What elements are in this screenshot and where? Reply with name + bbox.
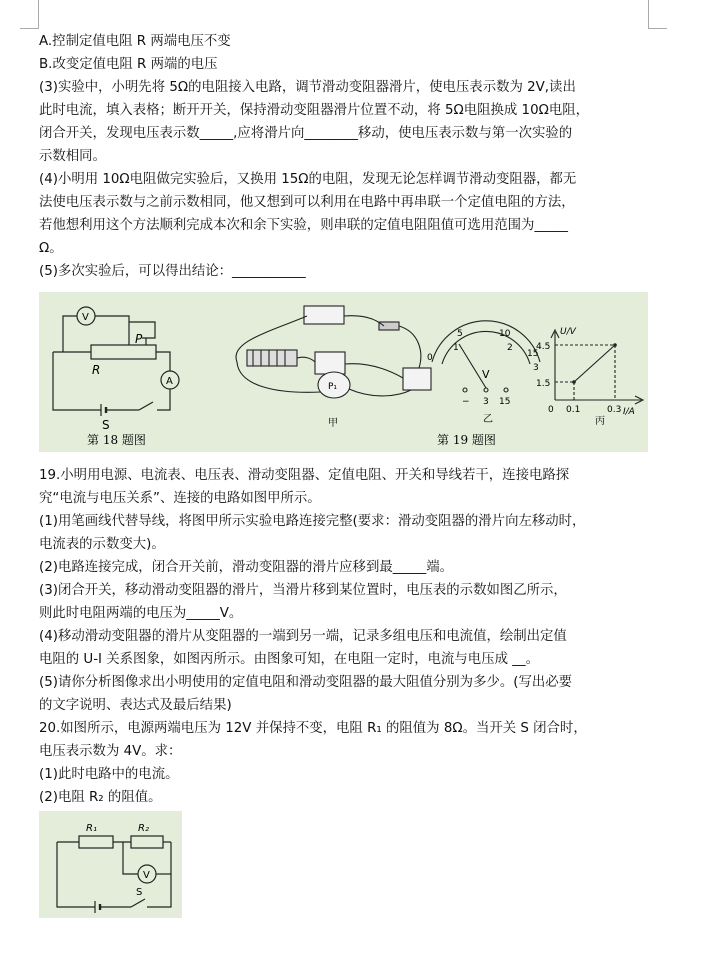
q19-2-line: (2)电路连接完成，闭合开关前，滑动变阻器的滑片应移到最_____端。: [39, 560, 453, 575]
graph-xtick-0.3: 0.3: [607, 405, 622, 415]
q20-2-line: (2)电阻 R₂ 的阻值。: [39, 790, 162, 805]
fig18-label-p: P: [135, 332, 143, 346]
q18-4-line3: 若他想利用这个方法顺利完成本次和余下实验，则串联的定值电阻阻值可选用范围为_____: [39, 218, 568, 233]
option-a: A.控制定值电阻 R 两端电压不变: [39, 34, 231, 49]
q19-3-line1: (3)闭合开关，移动滑动变阻器的滑片，当滑片移到某位置时，电压表的示数如图乙所示，: [39, 583, 567, 598]
meter-terminal-15: 15: [499, 397, 511, 407]
fig19-sub-yi: 乙: [483, 414, 493, 425]
q19-4-line2: 电阻的 U-I 关系图象，如图丙所示。由图象可知，在电阻一定时，电流与电压成 __。: [39, 652, 540, 667]
q19-5-line1: (5)请你分析图像求出小明使用的定值电阻和滑动变阻器的最大阻值分别为多少。(写出必要: [39, 675, 573, 690]
graph-origin: 0: [548, 405, 554, 415]
q19-4-line1: (4)移动滑动变阻器的滑片从变阻器的一端到另一端，记录多组电压和电流值，绘制出定值: [39, 629, 567, 644]
meter-bottom-1: 1: [453, 343, 459, 353]
q18-4-line4: Ω。: [39, 241, 63, 256]
fig18-label-s: S: [102, 418, 110, 432]
crop-mark-top-left: [20, 0, 39, 29]
fig18-caption: 第 18 题图: [87, 433, 146, 447]
fig18-voltmeter-label: V: [82, 312, 89, 323]
q19-1-line1: (1)用笔画线代替导线，将图甲所示实验电路连接完整(要求：滑动变阻器的滑片向左移动时，: [39, 514, 586, 529]
q18-4-line2: 法使电压表示数与之前示数相同，他又想到可以利用在电路中再串联一个定值电阻的方法，: [39, 195, 575, 210]
meter-terminal-3: 3: [483, 397, 489, 407]
figure-panel-svg: [39, 292, 648, 452]
meter-bottom-2: 2: [507, 343, 513, 353]
q18-3-line4: 示数相同。: [39, 149, 106, 164]
graph-ylabel: U/V: [560, 327, 576, 337]
fig19-device-label: P₁: [328, 382, 338, 392]
q19-1-line2: 电流表的示数变大)。: [39, 537, 165, 552]
circuit-20-svg: [39, 811, 182, 918]
circuit20-label-r1: R₁: [86, 823, 97, 834]
option-b: B.改变定值电阻 R 两端的电压: [39, 57, 218, 72]
q18-3-line3: 闭合开关，发现电压表示数_____,应将滑片向________移动，使电压表示数与第一次实验的: [39, 126, 573, 141]
graph-ytick-4.5: 4.5: [536, 342, 551, 352]
fig18-ammeter-label: A: [166, 376, 173, 387]
figure-panel: [39, 292, 648, 452]
circuit20-label-r2: R₂: [138, 823, 149, 834]
graph-xtick-0.1: 0.1: [566, 405, 581, 415]
q18-3-line2: 此时电流，填入表格；断开开关，保持滑动变阻器滑片位置不动，将 5Ω电阻换成 10Ω电阻，: [39, 103, 589, 118]
q20-line1: 20.如图所示，电源两端电压为 12V 并保持不变，电阻 R₁ 的阻值为 8Ω。当开关 S 闭合时，: [39, 721, 587, 736]
meter-top-5: 5: [457, 329, 463, 339]
meter-terminal-minus: −: [462, 397, 470, 407]
graph-ytick-1.5: 1.5: [536, 379, 551, 389]
meter-right-15: 15: [527, 349, 539, 359]
fig19-caption: 第 19 题图: [437, 433, 496, 447]
q19-5-line2: 的文字说明、表达式及最后结果): [39, 698, 232, 713]
q18-3-line1: (3)实验中，小明先将 5Ω的电阻接入电路，调节滑动变阻器滑片，使电压表示数为 2V,读出: [39, 80, 576, 95]
q19-intro-line2: 究“电流与电压关系”、连接的电路如图甲所示。: [39, 491, 321, 506]
q18-4-line1: (4)小明用 10Ω电阻做完实验后，又换用 15Ω的电阻，发现无论怎样调节滑动变阻器，都无: [39, 172, 577, 187]
meter-v-symbol: V: [482, 368, 490, 381]
q20-1-line: (1)此时电路中的电流。: [39, 767, 179, 782]
fig19-sub-jia: 甲: [328, 418, 338, 429]
fig19-sub-bing: 丙: [595, 416, 605, 427]
q18-5-line: (5)多次实验后，可以得出结论：___________: [39, 264, 306, 279]
meter-top-10: 10: [499, 329, 511, 339]
meter-bottom-3: 3: [533, 363, 539, 373]
circuit20-voltmeter-label: V: [143, 870, 150, 881]
meter-bottom-0: 0: [427, 353, 433, 363]
q19-3-line2: 则此时电阻两端的电压为_____V。: [39, 606, 243, 621]
circuit-20-panel: [39, 811, 182, 918]
graph-xlabel: I/A: [623, 407, 635, 417]
circuit20-label-s: S: [136, 887, 143, 898]
crop-mark-top-right: [648, 0, 667, 29]
fig18-label-r: R: [92, 363, 101, 377]
q20-line2: 电压表示数为 4V。求：: [39, 744, 182, 759]
q19-intro-line1: 19.小明用电源、电流表、电压表、滑动变阻器、定值电阻、开关和导线若干，连接电路探: [39, 468, 570, 483]
